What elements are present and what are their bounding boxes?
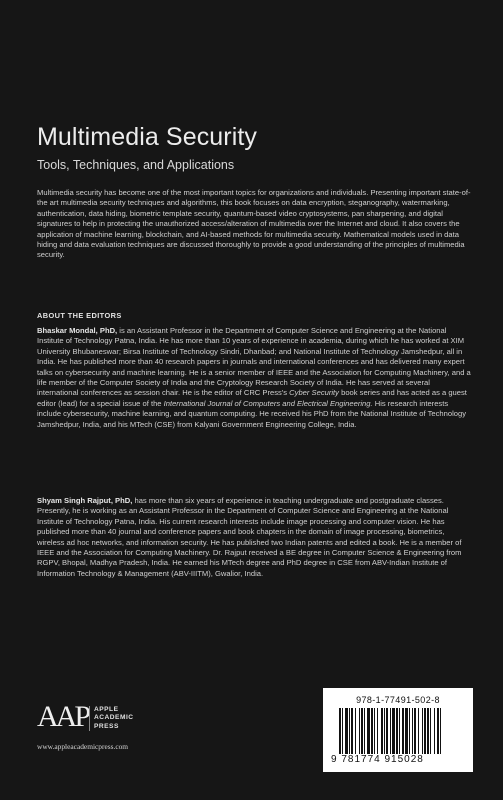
- barcode-bar: [418, 708, 419, 754]
- barcode-bar: [434, 708, 435, 754]
- barcode-bar: [349, 708, 350, 754]
- barcode-bar: [381, 708, 383, 754]
- editor-bio-text: has more than six years of experience in teaching undergraduate and postgraduate classes. Presently, he is working as an Assistant Professor in the Department of Computer Science and Engineering at the National Institute of Technology Patna, India. His current research interests include image processing and computer vision. He has published more than 40 journal and conference papers and book chapters in the domain of image processing, biometrics, wireless ad hoc networks, and information security. He has published two Indian patents and edited a book. He is a member of IEEE and the Association for Computing Machinery. Dr. Rajput received a BE degree in Computer Science & Engineering from RGPV, Bhopal, Madhya Pradesh, India. He earned his MTech degree and PhD degree in CSE from ABV-Indian Institute of Information Technology & Management (ABV-IIITM), Gwalior, India.: [37, 496, 462, 578]
- editor-bio-paragraph: [37, 326, 473, 430]
- editor-bio-paragraph: [37, 496, 473, 579]
- barcode-bar: [377, 708, 378, 754]
- barcode-bar: [351, 708, 353, 754]
- editor-bio-text: is an Assistant Professor in the Department of Computer Science and Engineering at the National Institute of Technology Patna, India. He has more than 10 years of experience in academia, during which he has worked at XIM University Bhubaneswar; Birsa Institute of Technology Sindri, Dhanbad; and National Institute of Technology Jamshedpur, all in India. He has published more than 40 research papers in journals and international conferences and has delivered many expert talks on cybersecurity and machine learning. He is a senior member of IEEE and the Association for Computing Machinery, and a life member of the Computer Society of India and the Cryptology Research Society of India. He has served at several international conferences as session chair. He is the editor of CRC Press's: [37, 326, 471, 398]
- publisher-logo-mark: AAP: [37, 700, 89, 733]
- book-series-title: Cyber Security: [289, 388, 339, 398]
- barcode-bar: [345, 708, 348, 754]
- barcode-bar: [390, 708, 391, 754]
- barcode-bar: [359, 708, 360, 754]
- publisher-name-line: ACADEMIC: [94, 714, 134, 722]
- editor-name: Bhaskar Mondal, PhD,: [37, 326, 118, 335]
- book-description: [37, 188, 473, 261]
- description-paragraph: Multimedia security has become one of the most important topics for organizations and individuals. Presenting important state-of-the art multimedia security techniques and algorithms, this book focuses on data encryption, steganography, watermarking, authentication, data hiding, biometric template security, quantum-based video cryptosystems, pan sharpening, and digital signatures to help in protecting the unauthorized access/alteration of multimedia over the Internet and cloud. It also covers the application of machine learning, blockchain, and AI-based methods for multimedia security. Mathematical models used in data hiding and data evaluation techniques are discussed thoroughly to provide a good understanding of the principles of multimedia security.: [37, 188, 471, 260]
- barcode-bar: [371, 708, 373, 754]
- barcode-bar: [412, 708, 413, 754]
- barcode-bar: [405, 708, 408, 754]
- barcode-bar: [339, 708, 341, 754]
- barcode-bar: [392, 708, 395, 754]
- barcode-bar: [384, 708, 385, 754]
- editor-name: Shyam Singh Rajput, PhD,: [37, 496, 133, 505]
- editor-bio-1: [37, 326, 473, 430]
- barcode-bar: [342, 708, 343, 754]
- barcode-bar: [374, 708, 375, 754]
- barcode-bar: [386, 708, 388, 754]
- barcode-bar: [355, 708, 356, 754]
- publisher-logo-text: [89, 706, 134, 731]
- barcode-bar: [402, 708, 404, 754]
- barcode-bar: [361, 708, 363, 754]
- barcode-bar: [367, 708, 370, 754]
- isbn-number: 978-1-77491-502-8: [356, 695, 440, 705]
- barcode-bar: [430, 708, 431, 754]
- book-subtitle: Tools, Techniques, and Applications: [37, 158, 235, 172]
- barcode-bar: [427, 708, 429, 754]
- barcode-bar: [396, 708, 398, 754]
- editor-bio-2: [37, 496, 473, 579]
- journal-title: International Journal of Computers and Electrical Engineering.: [163, 398, 373, 408]
- barcode-bar: [424, 708, 426, 754]
- barcode-bar: [440, 708, 441, 754]
- book-title: Multimedia Security: [37, 123, 258, 151]
- barcode-bar: [422, 708, 423, 754]
- barcode-bar: [414, 708, 416, 754]
- isbn-barcode: [323, 688, 473, 772]
- barcode-digits: 9 781774 915028: [331, 754, 424, 765]
- publisher-url: www.appleacademicpress.com: [37, 742, 129, 751]
- barcode-bars: [339, 708, 465, 754]
- barcode-bar: [364, 708, 365, 754]
- barcode-bar: [437, 708, 439, 754]
- publisher-logo: [37, 700, 197, 760]
- editor-bio-text: His research interests include cybersecurity, machine learning, and quantum computing. He received his PhD from the National Institute of Technology Jamshedpur, India, and his MTech (CSE) from Kalyani Government Engineering College, India.: [37, 398, 466, 429]
- barcode-bar: [409, 708, 410, 754]
- publisher-name-line: PRESS: [94, 722, 119, 730]
- editor-bio-text: book series and has acted as a guest editor (lead) for a special issue of the: [37, 388, 467, 408]
- barcode-bar: [399, 708, 400, 754]
- publisher-name-line: APPLE: [94, 706, 119, 713]
- editors-heading: ABOUT THE EDITORS: [37, 311, 122, 320]
